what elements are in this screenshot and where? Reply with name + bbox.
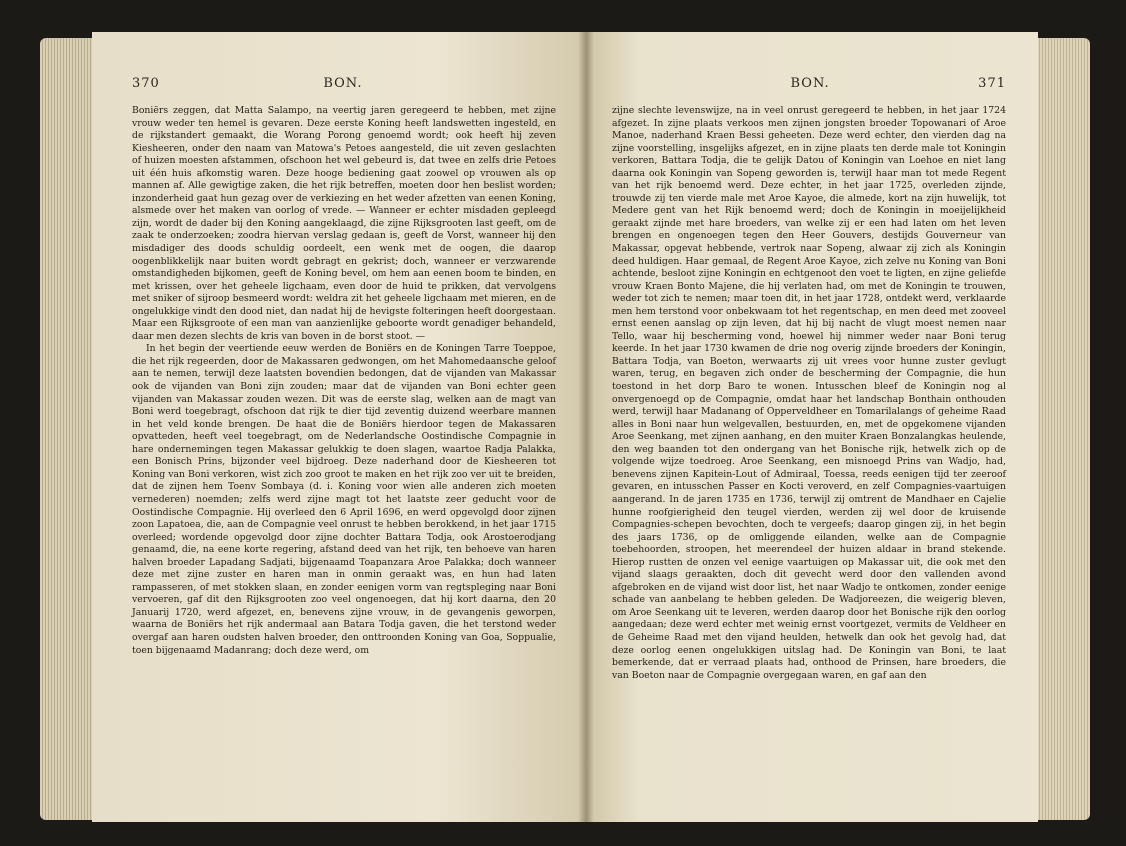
paragraph: Boniërs zeggen, dat Matta Salampo, na veertig jaren geregeerd te hebben, met zijne vrouw weder ten hemel is gevaren. Deze eerste Koning heeft landswetten ingesteld, en de rijkstandert gemaakt, die Worang Porong genoemd wordt; ook heeft hij zeven Kiesheeren, onder den naam van Matowa's Petoes aangesteld, die uit zeven geslachten of huizen moesten afstammen, ofschoon het wel gebeurd is, dat twee en zelfs drie Petoes uit één huis afkomstig waren. Deze hooge bediening gaat zoowel op vrouwen als op mannen af. Alle gewigtige zaken, die het rijk betreffen, moeten door hen beslist worden; inzonderheid gaat hun gezag over de verkiezing en het weder afzetten van eenen Koning, alsmede over het maken van oorlog of vrede. — Wanneer er echter misdaden gepleegd zijn, wordt de dader bij den Koning aangeklaagd, die zijne Rijksgrooten last geeft, om de zaak te onderzoeken; zoodra hiervan verslag gedaan is, geeft de Vorst, wanneer hij den misdadiger des doods schuldig oordeelt, een wenk met de oogen, die daarop oogenblikkelijk naar buiten wordt gebragt en gekrist; doch, wanneer er verzwarende omstandigheden bijkomen, geeft de Koning bevel, om hem aan eenen boom te binden, en met krissen, over het geheele ligchaam, even door de huid te prikken, dat vervolgens met sniker of sijroop besmeerd wordt: weldra zit het geheele ligchaam met mieren, en de ongelukkige vindt den dood niet, dan nadat hij de hevigste folteringen heeft doorgestaan. Maar een Rijksgroote of een man van aanzienlijke geboorte wordt genadiger behandeld, daar men dezen slechts de kris van boven in de borst stoot. — [132, 105, 556, 342]
left-page [92, 32, 586, 822]
paragraph: In het begin der veertiende eeuw werden de Boniërs en de Koningen Tarre Toeppoe, die het rijk regeerden, door de Makassaren gedwongen, om het Mahomedaansche geloof aan te nemen, terwijl deze laatsten bovendien bedongen, dat de vijanden van Makassar ook de vijanden van Boni zijn zouden; maar dat de vijanden van Boni echter geen vijanden van Makassar zouden wezen. Dit was de eerste slag, welken aan de magt van Boni werd toegebragt, ofschoon dat rijk te dier tijd zeventig duizend weerbare mannen in het veld konde brengen. De haat die de Boniërs hierdoor tegen de Makassaren opvatteden, heeft veel toegebragt, om de Nederlandsche Oostindische Compagnie in hare ondernemingen tegen Makassar gelukkig te doen slagen, waartoe Radja Palakka, een Bonisch Prins, bijzonder veel bijdroeg. Deze naderhand door de Kiesheeren tot Koning van Boni verkoren, wist zich zoo groot te maken en het rijk zoo ver uit te breiden, dat de zijnen hem Toenv Sombaya (d. i. Koning voor wien alle anderen zich moeten vernederen) noemden; zelfs werd zijne magt tot het laatste zeer geducht voor de Oostindische Compagnie. Hij overleed den 6 April 1696, en werd opgevolgd door zijnen zoon Lapatoea, die, aan de Compagnie veel onrust te hebben berokkend, in het jaar 1715 overleed; wordende opgevolgd door zijne dochter Battara Todja, ook Arostoerodjang genaamd, die, na eene korte regering, afstand deed van het rijk, ten behoeve van haren halven broeder Lapadang Sadjati, bijgenaamd Toapanzara Aroe Palakka; doch wanneer deze met zijne zuster en haren man in onmin geraakt was, en hun had laten rampasseren, of met stokken slaan, en zonder eenigen vorm van regtspleging naar Boni vervoeren, gaf dit den Rijksgrooten zoo veel ongenoegen, dat hij kort daarna, den 20 Januarij 1720, werd afgezet, en, benevens zijne vrouw, in de gevangenis geworpen, waarna de Boniërs het rijk andermaal aan Batara Todja gaven, die het terstond weder overgaf aan haren oudsten halven broeder, den onttroonden Koning van Goa, Soppualie, toen bijgenaamd Madanrang; doch deze werd, om [132, 343, 556, 656]
left-page-text [132, 105, 556, 657]
book-gutter [578, 32, 594, 822]
running-head: BON. [323, 76, 363, 91]
paragraph: zijne slechte levenswijze, na in veel onrust geregeerd te hebben, in het jaar 1724 afgezet. In zijne plaats verkoos men zijnen jongsten broeder Topowanari of Aroe Manoe, naderhand Kraen Bessi geheeten. Deze werd echter, den vierden dag na zijne voorstelling, insgelijks afgezet, en in zijne plaats ten derde male tot Koningin verkoren, Battara Todja, die te gelijk Datou of Koningin van Loehoe en niet lang daarna ook Koningin van Sopeng geworden is, terwijl haar man tot mede Regent van het rijk benoemd werd. Deze echter, in het jaar 1725, overleden zijnde, trouwde zij ten vierde male met Aroe Kayoe, die almede, kort na zijn huwelijk, tot Medere gent van het Rijk benoemd werd; doch de Koningin in moeijelijkheid geraakt zijnde met hare broeders, van welke zij er een had laten om het leven brengen en ongenoegen tegen den Heer Gouvers, destijds Gouverneur van Makassar, opgevat hebbende, vertrok naar Sopeng, alwaar zij zich als Koningin deed huldigen. Haar gemaal, de Regent Aroe Kayoe, zich zelve nu Koning van Boni achtende, besloot zijne Koningin en echtgenoot den voet te ligten, en zijne geliefde vrouw Kraen Bonto Majene, die hij verlaten had, om met de Koningin te trouwen, weder tot zich te nemen; maar toen dit, in het jaar 1728, ontdekt werd, verklaarde men hem terstond voor onbekwaam tot het regentschap, en men deed met zooveel ernst eenen aanslag op zijn leven, dat hij bij nacht de vlugt moest nemen naar Tello, waar hij bescherming vond, hoewel hij nimmer weder naar Boni terug keerde. In het jaar 1730 kwamen de drie nog overig zijnde broeders der Koningin, Battara Todja, van Boeton, werwaarts zij uit vrees voor hunne zuster gevlugt waren, terug, en begaven zich onder de bescherming der Compagnie, die hun toestond in het dorp Baro te wonen. Intusschen bleef de Koningin nog al onvergenoegd op de Compagnie, omdat haar het landschap Bonthain onthouden werd, terwijl haar Madanang of Opperveldheer en Tomarilalangs of geheime Raad alles in Boni naar hun welgevallen, bestuurden, en, met de opgekomene vijanden Aroe Seenkang, met zijnen aanhang, en den muiter Kraen Bonzalangkas heulende, den weg baanden tot den ondergang van het Bonische rijk, hetwelk zich op de volgende wijze toedroeg. Aroe Seenkang, een misnoegd Prins van Wadjo, had, benevens zijnen Kapitein-Lout of Admiraal, Toessa, reeds eenigen tijd ter zeeroof gevaren, en intusschen Passer en Kocti veroverd, en zelf Compagnies-vaartuigen aangerand. In de jaren 1735 en 1736, terwijl zij omtrent de Mandhaer en Cajelie hunne roofgierigheid den teugel vierden, werden zij wel door de kruisende Compagnies-schepen bevochten, doch te vergeefs; daarop gingen zij, in het begin des jaars 1736, op de omliggende eilanden, welke aan de Compagnie toebehoorden, stroopen, het meerendeel der huizen aldaar in brand stekende. Hierop rustten de onzen vel eenige vaartuigen op Makassar uit, die ook met den vijand slaags geraakten, doch dit gevecht werd door den vallenden avond afgebroken en de vijand wist door list, het naar Wadjo te ontkomen, zonder eenige schade van aanbelang te hebben geleden. De Wadjoreezen, die weigerig bleven, om Aroe Seenkang uit te leveren, werden daarop door het Bonische rijk den oorlog aangedaan; deze werd echter met weinig ernst voortgezet, vermits de Veldheer en de Geheime Raad met den vijand heulden, hetwelk dan ook het gevolg had, dat deze oorlog eenen ongelukkigen uitslag had. De Koningin van Boni, te laat bemerkende, dat er verraad plaats had, onthood de Prinsen, hare broeders, die van Boeton naar de Compagnie overgegaan waren, en gaf aan den [612, 105, 1006, 681]
running-head: BON. [790, 76, 830, 91]
right-page-edges [1036, 38, 1090, 820]
page-number: 371 [978, 76, 1006, 91]
right-page [586, 32, 1038, 822]
open-book [40, 22, 1090, 832]
right-page-header [612, 76, 1006, 91]
left-page-header [132, 76, 556, 91]
left-page-edges [40, 38, 100, 820]
page-number: 370 [132, 76, 160, 91]
right-page-text [612, 105, 1006, 682]
